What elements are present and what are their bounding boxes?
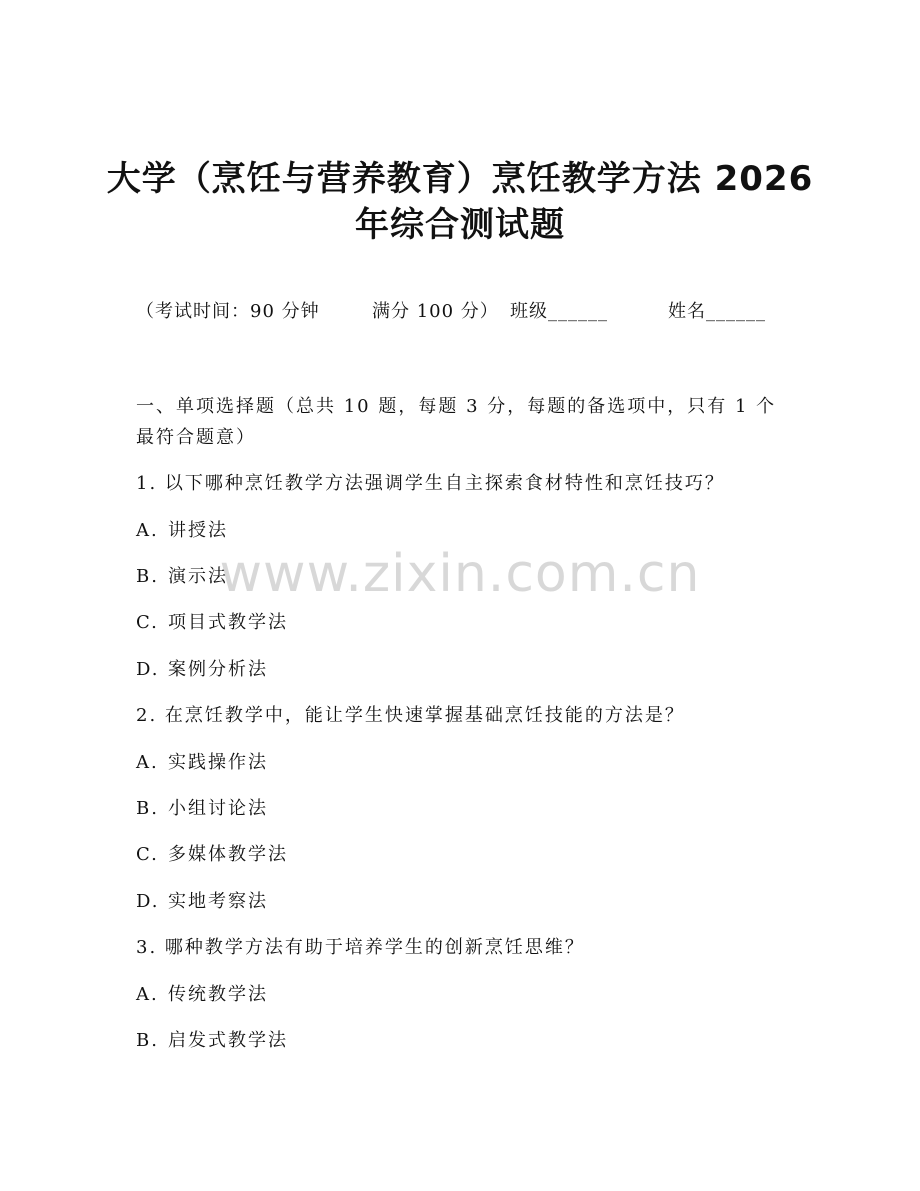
section-heading: 一、单项选择题（总共 10 题，每题 3 分，每题的备选项中，只有 1 个 [136,396,777,417]
question-1-option-d [136,661,268,679]
question-1-option-c [136,614,288,632]
option-text: 讲授法 [168,520,228,541]
option-letter: C. [136,612,159,633]
question-1-stem: 1. 以下哪种烹饪教学方法强调学生自主探索食材特性和烹饪技巧？ [136,473,725,494]
name-field: 姓名______ [668,301,766,322]
option-text: 实践操作法 [168,752,268,773]
exam-title-line-2: 年综合测试题 [355,205,565,245]
option-text: 小组讨论法 [168,798,268,819]
question-2-option-d [136,893,268,911]
option-text: 传统教学法 [168,984,268,1005]
option-letter: B. [136,798,159,819]
exam-time: （考试时间：90 分钟 [136,301,320,322]
section-heading-cont: 最符合题意） [136,427,256,448]
option-text: 案例分析法 [168,659,268,680]
option-text: 启发式教学法 [168,1030,288,1051]
option-letter: D. [136,891,160,912]
watermark: www.zixin.com.cn [219,544,701,604]
option-letter: B. [136,566,159,587]
question-2-option-c [136,846,288,864]
option-text: 实地考察法 [168,891,268,912]
option-text: 多媒体教学法 [168,844,288,865]
option-letter: A. [136,520,159,541]
exam-title-line-1: 大学（烹饪与营养教育）烹饪教学方法 2026 [106,159,814,199]
option-text: 项目式教学法 [168,612,288,633]
option-text: 演示法 [168,566,228,587]
option-letter: D. [136,659,160,680]
question-2-option-a [136,754,268,772]
question-3-option-b [136,1032,288,1050]
question-1-option-a [136,522,228,540]
question-3-option-a [136,986,268,1004]
question-2-option-b [136,800,268,818]
question-3-stem: 3. 哪种教学方法有助于培养学生的创新烹饪思维？ [136,937,585,958]
option-letter: B. [136,1030,159,1051]
option-letter: C. [136,844,159,865]
question-2-stem: 2. 在烹饪教学中，能让学生快速掌握基础烹饪技能的方法是？ [136,705,685,726]
class-field: 班级______ [510,301,608,322]
option-letter: A. [136,752,159,773]
option-letter: A. [136,984,159,1005]
exam-score: 满分 100 分） [372,301,499,322]
